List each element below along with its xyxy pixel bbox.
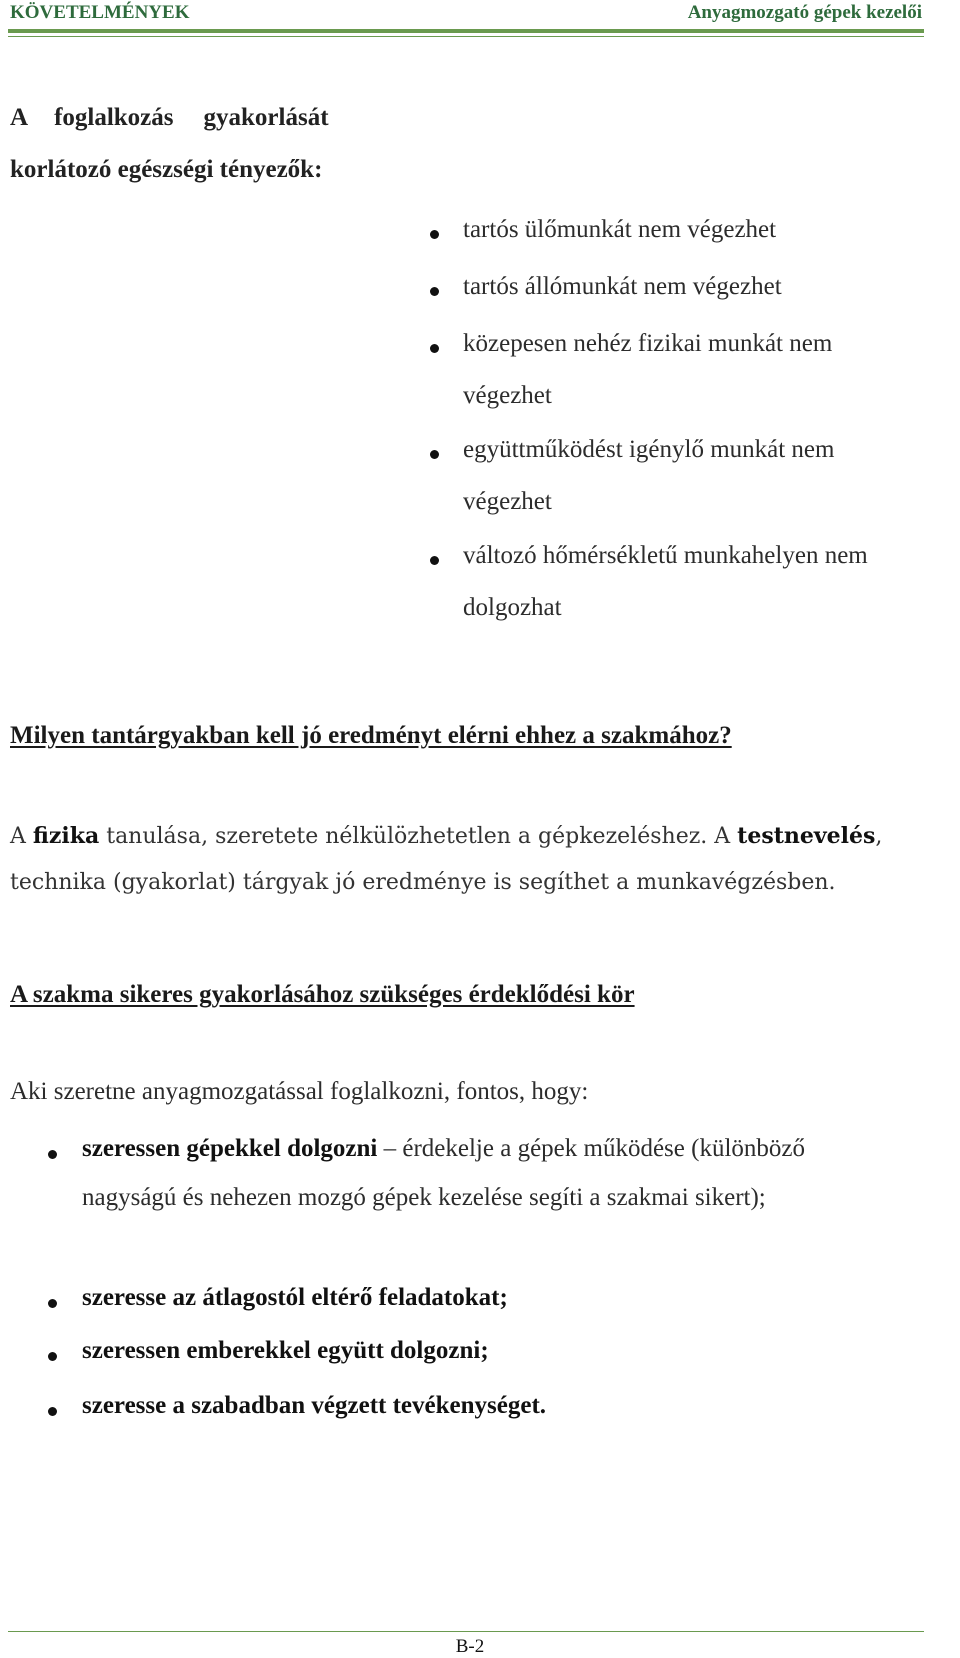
header-rule-thin — [8, 36, 924, 37]
page-number: B-2 — [455, 1636, 485, 1657]
interest-outdoor: szeresse a szabadban végzett tevékenységet. — [82, 1392, 547, 1419]
bullet-icon — [430, 230, 439, 239]
bullet-icon — [48, 1299, 57, 1308]
health-title-line1 — [10, 104, 329, 132]
bullet-icon — [430, 450, 439, 459]
text: tanulása, szeretete nélkülözhetetlen a gépkezeléshez. A — [99, 824, 738, 849]
bullet-icon — [48, 1407, 57, 1416]
subjects-line1 — [10, 813, 920, 860]
subjects-paragraph — [10, 813, 920, 906]
subjects-heading: Milyen tantárgyakban kell jó eredményt elérni ehhez a szakmához? — [10, 722, 732, 749]
subject-pe: testnevelés — [737, 823, 876, 849]
health-title-word-1: A — [10, 104, 29, 131]
health-title-line2: korlátozó egészségi tényezők: — [10, 156, 323, 183]
interest-people: szeressen emberekkel együtt dolgozni; — [82, 1337, 489, 1364]
bullet-icon — [430, 344, 439, 353]
health-title-word-3: gyakorlását — [203, 104, 329, 131]
subjects-line2: technika (gyakorlat) tárgyak jó eredménye is segíthet a munkavégzésben. — [10, 870, 836, 895]
list-item-text: közepesen nehéz fizikai munkát nem végezhet — [463, 330, 833, 409]
list-item-text: együttműködést igénylő munkát nem végezhet — [463, 436, 835, 515]
list-item-text — [82, 1124, 842, 1222]
header-rule-thick — [8, 29, 924, 33]
interest-tasks: szeresse az átlagostól eltérő feladatokat; — [82, 1284, 508, 1311]
list-item-text: tartós ülőmunkát nem végezhet — [463, 216, 777, 243]
subject-physics: fizika — [32, 823, 100, 849]
health-title-word-2: foglalkozás — [54, 104, 174, 131]
list-item-text — [82, 1273, 842, 1322]
footer-rule — [8, 1631, 924, 1632]
bullet-icon — [48, 1352, 57, 1361]
text: – érdekelje a gépek működése (különböző nagyságú és nehezen mozgó gépek kezelése segíti a szakmai sikert); — [82, 1135, 805, 1211]
header-section-label: KÖVETELMÉNYEK — [10, 2, 190, 23]
page-header — [10, 2, 922, 24]
bullet-icon — [48, 1150, 57, 1159]
text: , — [875, 824, 883, 849]
interest-heading: A szakma sikeres gyakorlásához szükséges érdeklődési kör — [10, 981, 635, 1008]
bullet-icon — [430, 287, 439, 296]
header-document-title: Anyagmozgató gépek kezelői — [687, 2, 922, 23]
list-item-text: tartós állómunkát nem végezhet — [463, 273, 782, 300]
bullet-icon — [430, 556, 439, 565]
list-item-text — [82, 1326, 842, 1375]
list-item-text — [82, 1381, 842, 1430]
list-item-text: változó hőmérsékletű munkahelyen nem dolgozhat — [463, 542, 868, 621]
interest-intro: Aki szeretne anyagmozgatással foglalkozni, fontos, hogy: — [10, 1078, 589, 1105]
text: A — [10, 824, 33, 849]
interest-machines: szeressen gépekkel dolgozni — [82, 1135, 378, 1162]
